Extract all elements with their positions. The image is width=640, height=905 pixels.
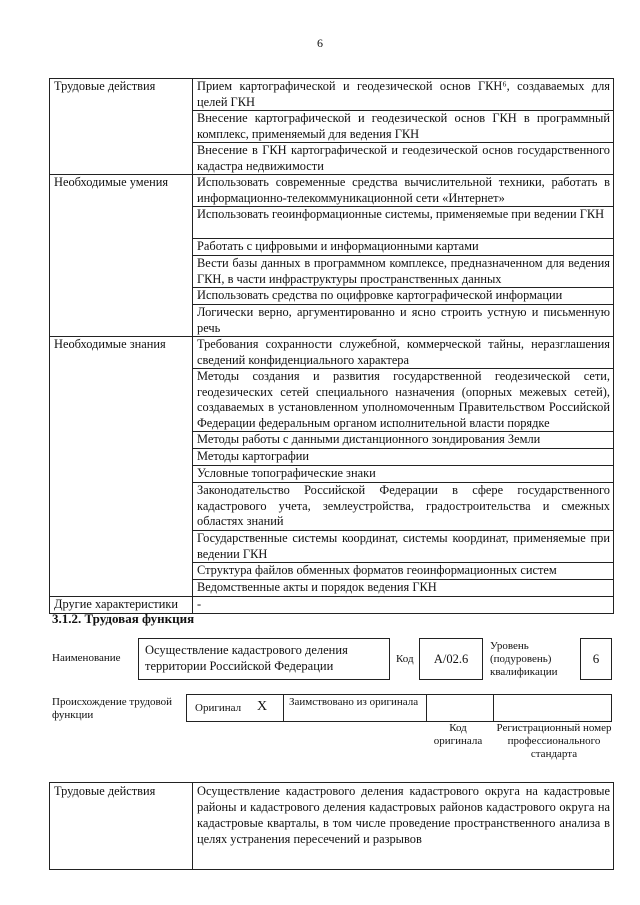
- list-item: Использовать геоинформационные системы, применяемые при ведении ГКН: [193, 207, 614, 239]
- function-name-field: Осуществление кадастрового деления территории Российской Федерации: [138, 638, 390, 680]
- list-item: Государственные системы координат, системы координат, применяемые при ведении ГКН: [193, 531, 614, 563]
- row-label: Необходимые знания: [50, 337, 193, 597]
- table-row: [50, 175, 614, 207]
- list-item: -: [193, 597, 614, 614]
- list-item: Внесение картографической и геодезической основ ГКН в программный комплекс, применяемый для ведения ГКН: [193, 111, 614, 143]
- list-item: Законодательство Российской Федерации в сфере государственного кадастрового учета, землеустройства, градостроительства и смежных областях знаний: [193, 483, 614, 531]
- table-row: [50, 783, 614, 870]
- qualification-level-label: Уровень (подуровень) квалификации: [490, 640, 558, 678]
- original-checkmark: X: [257, 699, 268, 714]
- list-item: Работать с цифровыми и информационными картами: [193, 239, 614, 256]
- table-row: [50, 337, 614, 369]
- list-item: Использовать современные средства вычислительной техники, работать в информационно-телекоммуникационной сети «Интернет»: [193, 175, 614, 207]
- list-item: Использовать средства по оцифровке картографической информации: [193, 288, 614, 305]
- competency-table: [49, 78, 614, 614]
- origin-label: Происхождение трудовой функции: [52, 696, 173, 721]
- list-item: Условные топографические знаки: [193, 466, 614, 483]
- borrowed-label: Заимствовано из оригинала: [289, 696, 419, 708]
- list-item: Логически верно, аргументированно и ясно строить устную и письменную речь: [193, 305, 614, 337]
- level-field: 6: [580, 638, 612, 680]
- row-label: Трудовые действия: [50, 79, 193, 175]
- code-original-label: Код оригинала: [433, 722, 483, 747]
- registration-number-label: Регистрационный номер профессионального стандарта: [496, 722, 612, 760]
- list-item: Методы создания и развития государственной геодезической сети, геодезических сетей специального назначения (опорных межевых сетей), создаваемых в установленном уполномоченным Правительством Российской Федерации федеральным органом исполнительной власти порядке: [193, 369, 614, 432]
- list-item: Вести базы данных в программном комплексе, предназначенном для ведения ГКН, в части инфраструктуры пространственных данных: [193, 256, 614, 288]
- row-label: Необходимые умения: [50, 175, 193, 337]
- list-item: Методы картографии: [193, 449, 614, 466]
- list-item: Прием картографической и геодезической основ ГКН⁶, создаваемых для целей ГКН: [193, 79, 614, 111]
- labor-actions-table: [49, 782, 614, 870]
- row-label: Трудовые действия: [50, 783, 193, 870]
- original-label: Оригинал: [195, 702, 242, 714]
- list-item: Структура файлов обменных форматов геоинформационных систем: [193, 563, 614, 580]
- list-item: Осуществление кадастрового деления кадастрового округа на кадастровые районы и кадастрового деления кадастровых районов кадастрового округа на кадастровые кварталы, в том числе проведение пространственного анализа в целях устранения пересечений и разрывов: [193, 783, 614, 870]
- table-row: [50, 79, 614, 111]
- list-item: Требования сохранности служебной, коммерческой тайны, неразглашения сведений конфиденциального характера: [193, 337, 614, 369]
- list-item: Методы работы с данными дистанционного зондирования Земли: [193, 432, 614, 449]
- list-item: Ведомственные акты и порядок ведения ГКН: [193, 580, 614, 597]
- row-label: Другие характеристики: [50, 597, 193, 614]
- name-label: Наименование: [52, 652, 121, 664]
- code-label: Код: [396, 653, 414, 665]
- divider: [493, 695, 494, 721]
- origin-box: [186, 694, 612, 722]
- code-field: А/02.6: [419, 638, 483, 680]
- divider: [426, 695, 427, 721]
- list-item: Внесение в ГКН картографической и геодезической основ государственного кадастра недвижимости: [193, 143, 614, 175]
- page-number: 6: [317, 36, 323, 50]
- section-title: 3.1.2. Трудовая функция: [52, 611, 195, 626]
- divider: [283, 695, 284, 721]
